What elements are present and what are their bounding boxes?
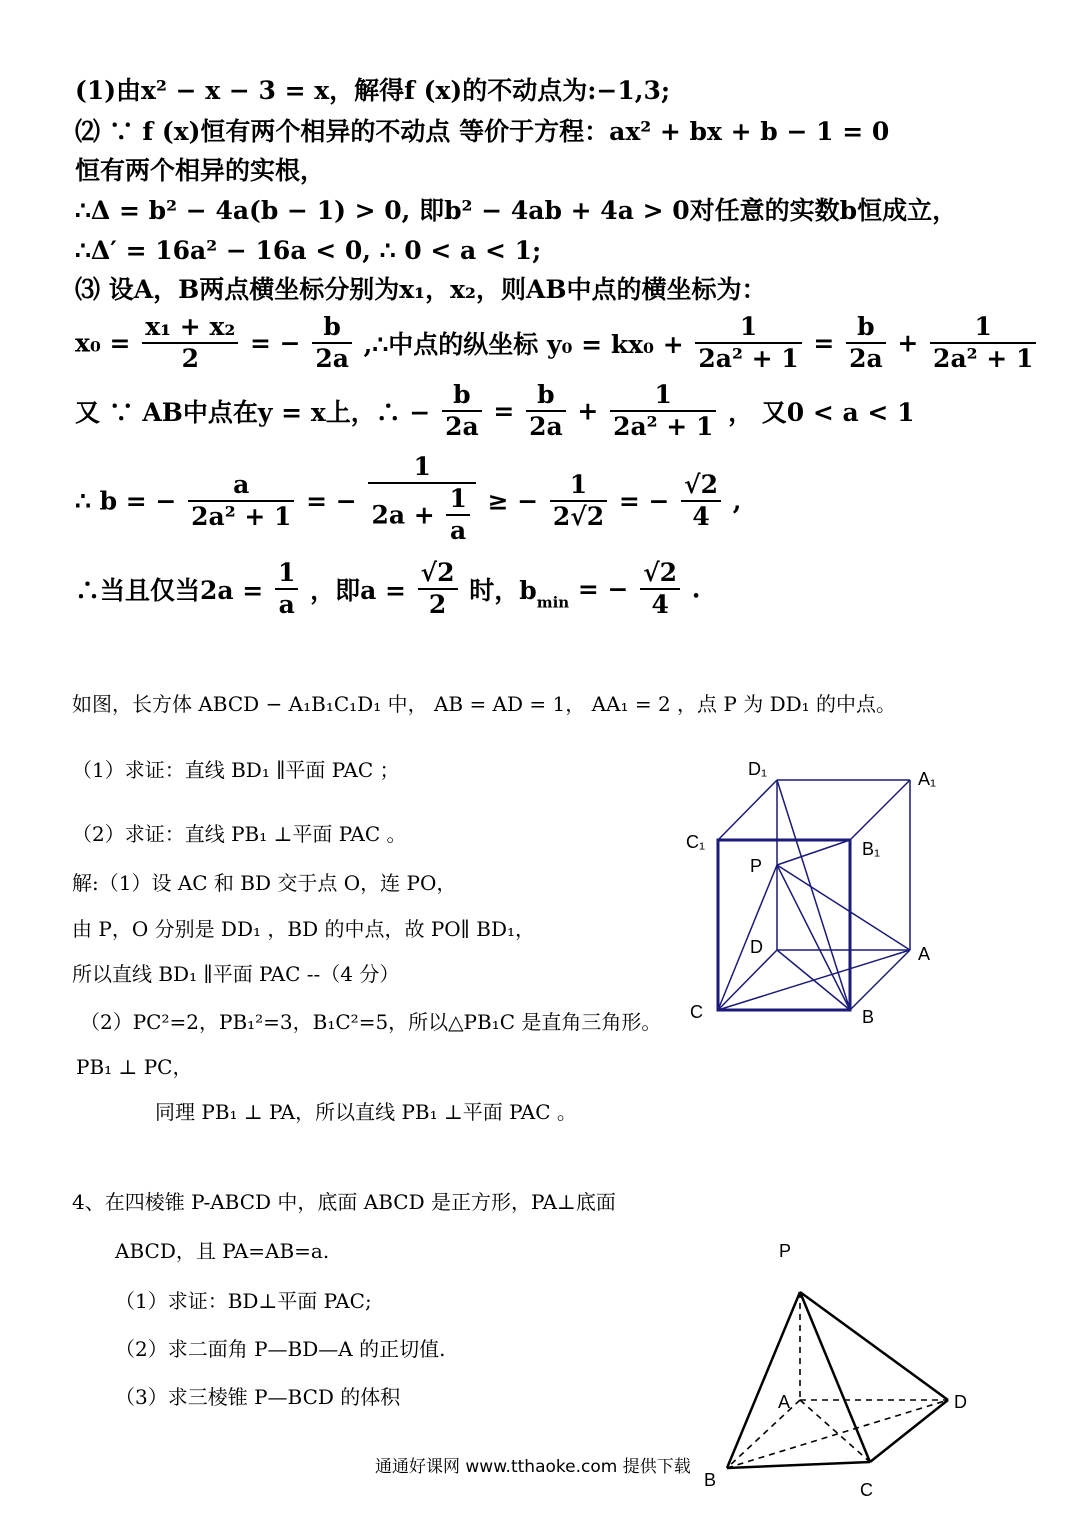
l9-f2-inner-frac: [446, 484, 469, 546]
l9-f2-den-a: 2a +: [371, 500, 435, 530]
l7-frac-4: [846, 312, 886, 374]
l7-d: =: [813, 328, 835, 358]
label-D1: D₁: [748, 759, 768, 779]
solution-line-8: [75, 380, 914, 442]
l7-f1-den: 2: [181, 344, 199, 373]
l8-c: +: [577, 396, 599, 426]
l7-frac-3: [695, 312, 801, 374]
l9-b: = −: [306, 486, 357, 516]
l8-f3-den: 2a² + 1: [613, 412, 714, 441]
l7-b: = −: [250, 328, 301, 358]
l7-f3-den: 2a² + 1: [698, 344, 799, 373]
l7-f5-num: 1: [930, 312, 1036, 344]
l9-frac-1: [188, 470, 294, 532]
l9-frac-3: [550, 470, 607, 532]
l9-f2-inner-num: 1: [446, 484, 469, 516]
solution-line-6: ⑶ 设A，B两点横坐标分别为x₁，x₂，则AB中点的横坐标为：: [75, 275, 767, 304]
l10-b: ，即a =: [310, 576, 406, 605]
l8-frac-1: [442, 380, 482, 442]
l10-e: .: [691, 574, 701, 604]
l8-frac-2: [526, 380, 566, 442]
label-C: C: [690, 1002, 703, 1022]
pyr-label-C: C: [860, 1480, 873, 1500]
l10-a: ∴当且仅当2a =: [75, 576, 264, 605]
l9-c: ≥ −: [487, 486, 539, 516]
l8-f1-num: b: [442, 380, 482, 412]
l7-f5-den: 2a² + 1: [933, 344, 1034, 373]
l7-a: x₀ =: [75, 328, 131, 358]
l9-a: ∴ b = −: [75, 486, 177, 516]
l10-f1-num: 1: [275, 558, 298, 590]
l10-frac-3: [640, 558, 680, 620]
l10-sub: min: [536, 593, 570, 612]
l10-d: = −: [577, 574, 629, 604]
l7-frac-1: [142, 312, 238, 374]
p4-question-3: （3）求三棱锥 P—BCD 的体积: [115, 1385, 401, 1409]
l7-c: ,∴中点的纵坐标 y₀ = kx₀ +: [363, 330, 684, 359]
l8-b: =: [493, 396, 515, 426]
l9-f3-den: 2√2: [552, 502, 605, 531]
l10-frac-1: [275, 558, 298, 620]
label-P: P: [750, 856, 763, 876]
l7-e: +: [897, 328, 919, 358]
l8-d: ， 又0 < a < 1: [728, 398, 915, 427]
l10-f1-den: a: [278, 590, 295, 619]
label-B1: B₁: [862, 839, 881, 859]
l10-f3-num: √2: [640, 558, 680, 590]
label-D: D: [750, 937, 763, 957]
p3-solution-5: PB₁ ⊥ PC，: [76, 1055, 193, 1079]
l7-f3-num: 1: [695, 312, 801, 344]
l7-frac-2: [312, 312, 352, 374]
solution-line-7: [75, 312, 1039, 374]
l7-f2-num: b: [312, 312, 352, 344]
label-B: B: [862, 1007, 875, 1027]
l7-f2-den: 2a: [315, 344, 349, 373]
pyr-label-B: B: [704, 1470, 717, 1490]
l10-f3-den: 4: [651, 590, 669, 619]
label-C1: C₁: [686, 832, 706, 852]
l9-f1-den: 2a² + 1: [191, 502, 292, 531]
pyr-label-A: A: [778, 1392, 791, 1412]
l9-f3-num: 1: [550, 470, 607, 502]
pyr-label-P: P: [779, 1241, 792, 1261]
p3-solution-2: 由 P，O 分别是 DD₁ ，BD 的中点，故 PO∥ BD₁，: [72, 917, 536, 941]
p3-solution-3: 所以直线 BD₁ ∥平面 PAC --（4 分）: [72, 962, 400, 986]
p3-intro: 如图，长方体 ABCD − A₁B₁C₁D₁ 中， AB = AD = 1， AA₁ = 2 ，点 P 为 DD₁ 的中点。: [72, 692, 897, 716]
l9-f4-den: 4: [692, 502, 710, 531]
l8-f2-den: 2a: [529, 412, 563, 441]
pyramid-figure: [700, 1230, 980, 1518]
l8-frac-3: [610, 380, 716, 442]
p4-line-2: ABCD，且 PA=AB=a.: [115, 1239, 330, 1263]
p4-line-1: 4、在四棱锥 P-ABCD 中，底面 ABCD 是正方形，PA⊥底面: [72, 1190, 616, 1214]
l9-f2-inner-den: a: [450, 516, 467, 545]
l10-c: 时，b: [469, 576, 537, 605]
l9-d: = −: [618, 486, 670, 516]
label-A1: A₁: [918, 769, 937, 789]
p3-solution-6: 同理 PB₁ ⊥ PA，所以直线 PB₁ ⊥平面 PAC 。: [155, 1100, 577, 1124]
l7-f1-num: x₁ + x₂: [142, 312, 238, 344]
solution-line-4: ∴Δ = b² − 4a(b − 1) > 0, 即b² − 4ab + 4a > 0对任意的实数b恒成立，: [75, 196, 958, 225]
l10-frac-2: [418, 558, 458, 620]
p3-question-1: （1）求证：直线 BD₁ ∥平面 PAC ；: [72, 758, 400, 782]
l9-frac-4: [681, 470, 721, 532]
solution-line-3: 恒有两个相异的实根，: [75, 156, 326, 185]
l9-f2-den: [368, 484, 475, 546]
solution-line-9: [75, 452, 741, 546]
pyr-label-D: D: [954, 1392, 967, 1412]
l8-f1-den: 2a: [445, 412, 479, 441]
l7-f4-den: 2a: [849, 344, 883, 373]
solution-line-10: [75, 558, 701, 620]
solution-line-2: ⑵ ∵ f (x)恒有两个相异的不动点 等价于方程：ax² + bx + b − 1 = 0: [75, 117, 890, 146]
l9-f2-num: 1: [368, 452, 475, 484]
l9-frac-2: [368, 452, 475, 546]
l9-f1-num: a: [188, 470, 294, 502]
cuboid-figure: [680, 750, 950, 1040]
footer-text: 通通好课网 www.tthaoke.com 提供下载: [375, 1457, 691, 1477]
l10-f2-den: 2: [428, 590, 447, 619]
l8-a: 又 ∵ AB中点在y = x上，∴ −: [75, 398, 431, 427]
solution-line-5: ∴Δ′ = 16a² − 16a < 0, ∴ 0 < a < 1;: [75, 236, 542, 265]
l9-f4-num: √2: [681, 470, 721, 502]
l8-f2-num: b: [526, 380, 566, 412]
l10-f2-num: √2: [418, 558, 458, 590]
l7-frac-5: [930, 312, 1036, 374]
p4-question-2: （2）求二面角 P—BD—A 的正切值.: [115, 1337, 446, 1361]
l9-e: ,: [732, 486, 742, 516]
p3-solution-4: （2）PC²=2，PB₁²=3，B₁C²=5，所以△PB₁C 是直角三角形。: [80, 1010, 662, 1034]
p4-question-1: （1）求证：BD⊥平面 PAC;: [115, 1289, 372, 1313]
p3-question-2: （2）求证：直线 PB₁ ⊥平面 PAC 。: [72, 822, 407, 846]
l8-f3-num: 1: [610, 380, 716, 412]
label-A: A: [918, 944, 931, 964]
p3-solution-1: 解:（1）设 AC 和 BD 交于点 O，连 PO，: [72, 871, 457, 895]
solution-line-1: (1)由x² − x − 3 = x，解得f (x)的不动点为:−1,3;: [75, 76, 671, 105]
l7-f4-num: b: [846, 312, 886, 344]
